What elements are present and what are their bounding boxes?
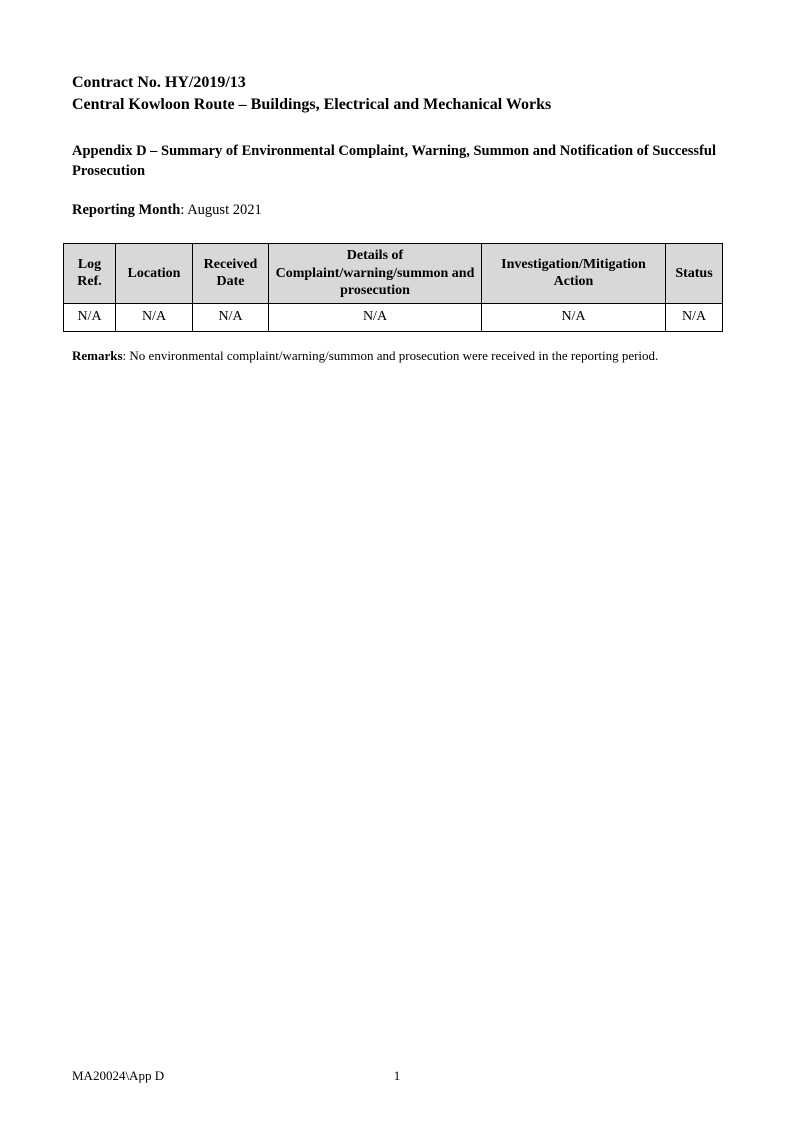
project-title: Central Kowloon Route – Buildings, Electrical and Mechanical Works bbox=[72, 95, 552, 113]
cell-received-date: N/A bbox=[193, 303, 269, 331]
contract-number: Contract No. HY/2019/13 bbox=[72, 74, 246, 91]
document-header bbox=[72, 72, 722, 219]
complaint-summary-table bbox=[63, 243, 723, 332]
column-header-location: Location bbox=[116, 244, 193, 304]
remarks-label: Remarks bbox=[72, 348, 123, 363]
reporting-month-line bbox=[72, 202, 722, 219]
appendix-title: Appendix D – Summary of Environmental Complaint, Warning, Summon and Notification of Successful Prosecution bbox=[72, 143, 716, 180]
footer-doc-reference: MA20024\App D bbox=[72, 1068, 165, 1083]
title-block bbox=[72, 72, 722, 115]
footer-page-number: 1 bbox=[393, 1068, 401, 1083]
reporting-month-label: Reporting Month bbox=[72, 201, 181, 218]
column-header-received-date: Received Date bbox=[193, 244, 269, 304]
remarks-line bbox=[72, 348, 734, 364]
column-header-status: Status bbox=[666, 244, 723, 304]
cell-investigation: N/A bbox=[482, 303, 666, 331]
column-header-details: Details of Complaint/warning/summon and prosecution bbox=[269, 244, 482, 304]
remarks-text: : No environmental complaint/warning/summon and prosecution were received in the reporting period. bbox=[122, 348, 659, 363]
reporting-month-value: : August 2021 bbox=[180, 201, 262, 218]
cell-location: N/A bbox=[116, 303, 193, 331]
cell-log-ref: N/A bbox=[64, 303, 116, 331]
table-row bbox=[64, 303, 723, 331]
column-header-investigation: Investigation/Mitigation Action bbox=[482, 244, 666, 304]
column-header-log-ref: Log Ref. bbox=[64, 244, 116, 304]
table-header-row bbox=[64, 244, 723, 304]
complaint-summary-table-wrapper bbox=[63, 243, 723, 332]
cell-status: N/A bbox=[666, 303, 723, 331]
cell-details: N/A bbox=[269, 303, 482, 331]
